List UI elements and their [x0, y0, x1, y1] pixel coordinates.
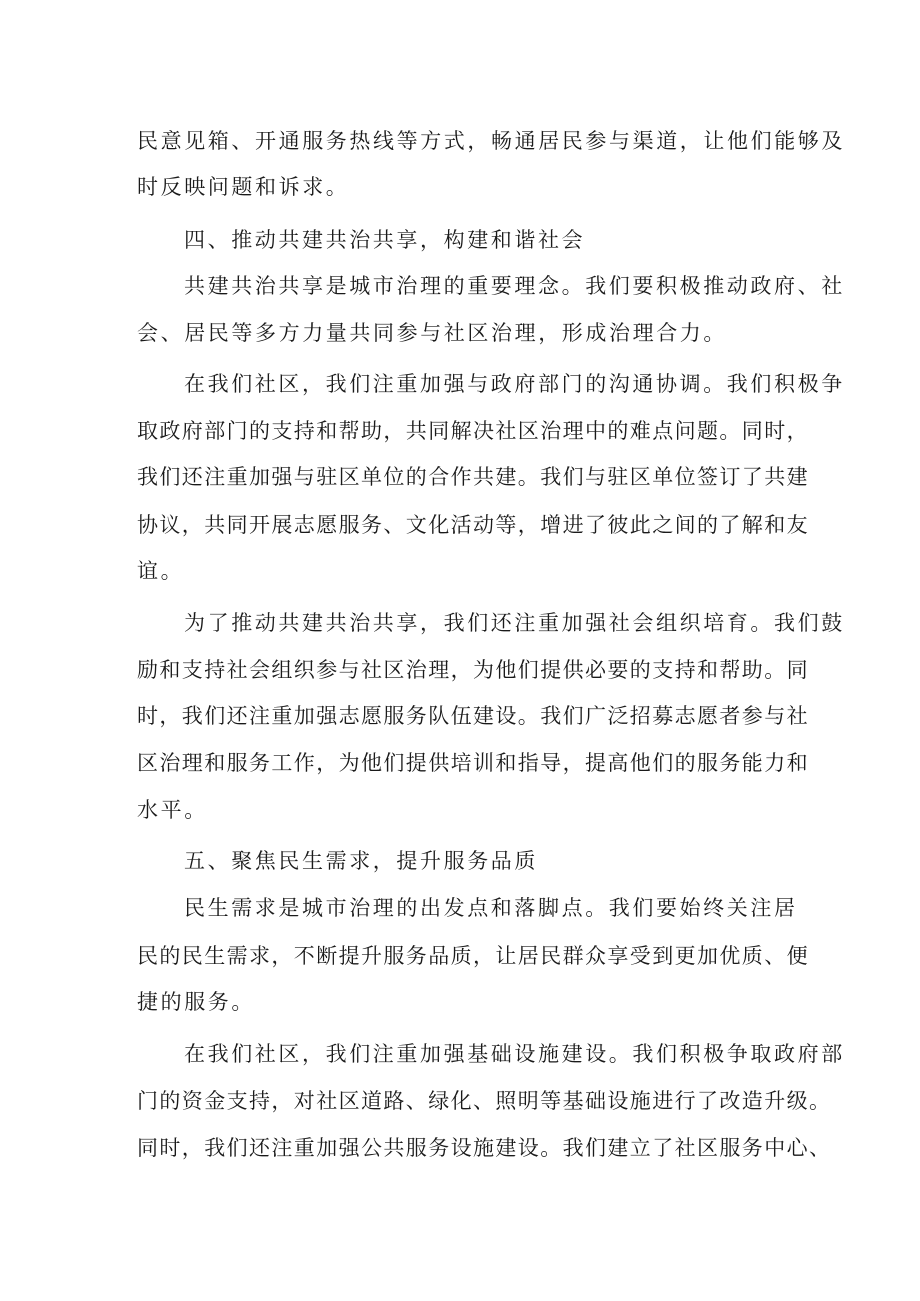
body-text-line: 会、居民等多方力量共同参与社区治理，形成治理合力。: [137, 321, 727, 345]
body-text-line: 民的民生需求，不断提升服务品质，让居民群众享受到更加优质、便: [137, 944, 809, 968]
section-heading-5: 五、聚焦民生需求，提升服务品质: [184, 849, 538, 873]
body-text-line: 协议，共同开展志愿服务、文化活动等，增进了彼此之间的了解和友: [137, 513, 809, 537]
body-text-line: 在我们社区，我们注重加强基础设施建设。我们积极争取政府部: [184, 1042, 845, 1066]
body-text-line: 时反映问题和诉求。: [137, 175, 350, 199]
body-text-line: 捷的服务。: [137, 990, 255, 1014]
body-text-line: 同时，我们还注重加强公共服务设施建设。我们建立了社区服务中心、: [137, 1136, 832, 1160]
body-text-line: 民意见箱、开通服务热线等方式，畅通居民参与渠道，让他们能够及: [137, 129, 845, 153]
body-text-line: 谊。: [137, 559, 185, 583]
section-heading-4: 四、推动共建共治共享，构建和谐社会: [184, 228, 586, 252]
body-text-line: 为了推动共建共治共享，我们还注重加强社会组织培育。我们鼓: [184, 611, 845, 635]
body-text-line: 民生需求是城市治理的出发点和落脚点。我们要始终关注居: [184, 896, 798, 920]
body-text-line: 时，我们还注重加强志愿服务队伍建设。我们广泛招募志愿者参与社: [137, 704, 809, 728]
body-text-line: 共建共治共享是城市治理的重要理念。我们要积极推动政府、社: [184, 274, 845, 298]
body-text-line: 取政府部门的支持和帮助，共同解决社区治理中的难点问题。同时，: [137, 419, 809, 443]
body-text-line: 在我们社区，我们注重加强与政府部门的沟通协调。我们积极争: [184, 372, 845, 396]
body-text-line: 水平。: [137, 798, 208, 822]
body-text-line: 我们还注重加强与驻区单位的合作共建。我们与驻区单位签订了共建: [137, 465, 809, 489]
body-text-line: 门的资金支持，对社区道路、绿化、照明等基础设施进行了改造升级。: [137, 1089, 832, 1113]
body-text-line: 励和支持社会组织参与社区治理，为他们提供必要的支持和帮助。同: [137, 658, 809, 682]
body-text-line: 区治理和服务工作，为他们提供培训和指导，提高他们的服务能力和: [137, 751, 809, 775]
